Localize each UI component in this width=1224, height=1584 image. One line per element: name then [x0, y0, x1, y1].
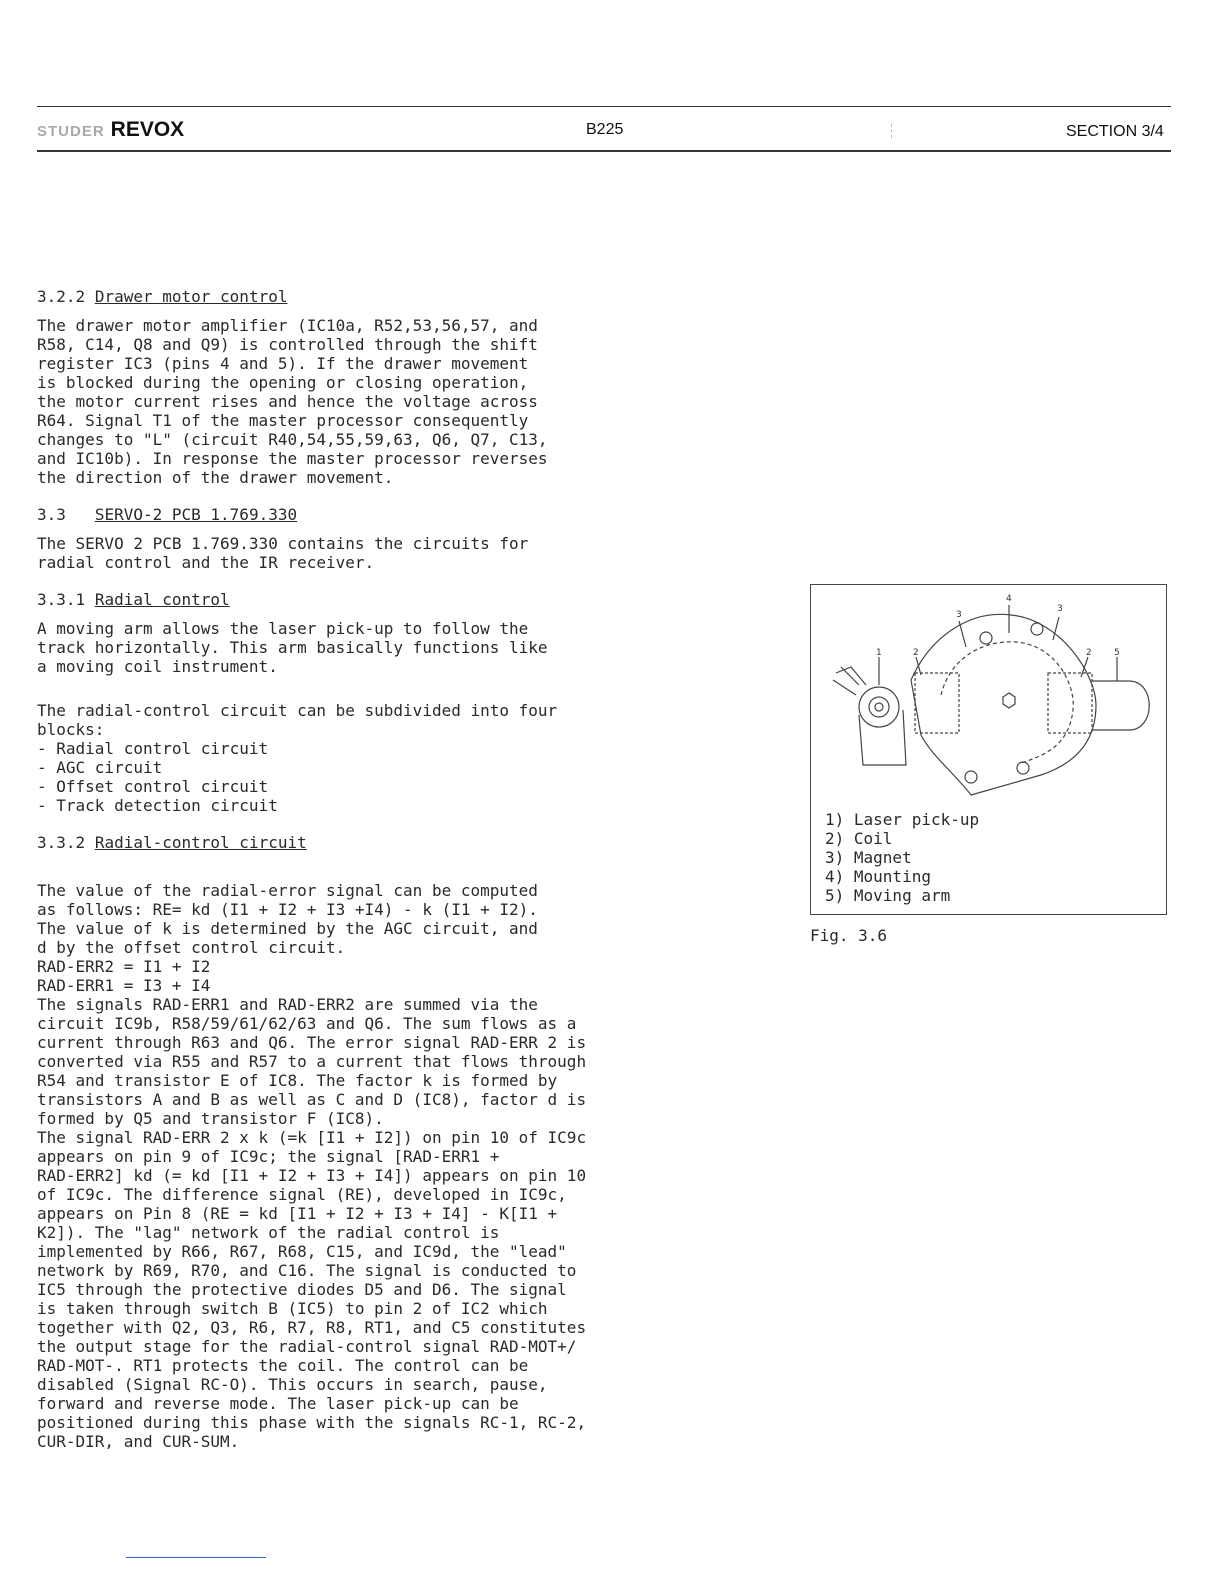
section-number: 3.2.2 [37, 287, 86, 306]
text-line: the output stage for the radial-control signal RAD-MOT+/ [37, 1337, 577, 1356]
text-line: current through R63 and Q6. The error signal RAD-ERR 2 is [37, 1033, 587, 1052]
text-line: RAD-ERR2 = I1 + I2 [37, 957, 211, 976]
text-line: The drawer motor amplifier (IC10a, R52,53,56,57, and [37, 316, 538, 335]
legend-item: 3) Magnet [825, 848, 912, 867]
heading-drawer-motor-control [37, 287, 287, 306]
text-line: the direction of the drawer movement. [37, 468, 394, 487]
text-line: RAD-ERR1 = I3 + I4 [37, 976, 211, 995]
paragraph-radial-circuit [37, 862, 586, 1470]
text-line: and IC10b). In response the master processor reverses [37, 449, 548, 468]
laser-pickup-lens [859, 687, 899, 727]
paragraph-drawer [37, 316, 548, 487]
callout-label: 3 [1057, 604, 1063, 614]
text-line: R64. Signal T1 of the master processor consequently [37, 411, 529, 430]
text-line: appears on Pin 8 (RE = kd [I1 + I2 + I3 + I4] - K[I1 + [37, 1204, 558, 1223]
studer-logo-text: STUDER [37, 123, 105, 140]
paragraph-radial-blocks [37, 701, 557, 815]
text-line: transistors A and B as well as C and D (IC8), factor d is [37, 1090, 587, 1109]
legend-item: 5) Moving arm [825, 886, 951, 905]
heading-servo-pcb [37, 505, 297, 524]
callout-label: 5 [1114, 648, 1120, 658]
pivot-hexagon [1003, 693, 1015, 708]
section-label: SECTION 3/4 [1066, 123, 1164, 140]
laser-pickup-cable [833, 667, 866, 695]
list-item: - Radial control circuit [37, 739, 269, 758]
text-line: The signals RAD-ERR1 and RAD-ERR2 are summed via the [37, 995, 538, 1014]
figure-box [810, 584, 1167, 915]
text-line: A moving arm allows the laser pick-up to follow the [37, 619, 529, 638]
text-line: The value of k is determined by the AGC circuit, and [37, 919, 538, 938]
text-line: appears on pin 9 of IC9c; the signal [RAD-ERR1 + [37, 1147, 500, 1166]
callout-label: 2 [913, 648, 919, 658]
text-line: K2]). The "lag" network of the radial control is [37, 1223, 500, 1242]
section-title: Drawer motor control [94, 287, 288, 306]
moving-arm-diagram [811, 585, 1166, 805]
heading-radial-control [37, 590, 230, 609]
header-top-rule [37, 106, 1171, 107]
text-line: is blocked during the opening or closing operation, [37, 373, 529, 392]
heading-radial-control-circuit [37, 833, 307, 852]
text-line: blocks: [37, 720, 105, 739]
header-tick-mark [891, 124, 893, 138]
text-line: register IC3 (pins 4 and 5). If the drawer movement [37, 354, 529, 373]
text-line: of IC9c. The difference signal (RE), developed in IC9c, [37, 1185, 567, 1204]
paragraph-radial [37, 619, 548, 676]
footer-link-line [126, 1557, 266, 1558]
legend-item: 4) Mounting [825, 867, 931, 886]
text-line: The value of the radial-error signal can be computed [37, 881, 538, 900]
callout-line [959, 621, 966, 647]
list-item: - Offset control circuit [37, 777, 269, 796]
section-title: SERVO-2 PCB 1.769.330 [94, 505, 298, 524]
text-line: forward and reverse mode. The laser pick-up can be [37, 1394, 519, 1413]
text-line: as follows: RE= kd (I1 + I2 + I3 +I4) - k (I1 + I2). [37, 900, 538, 919]
legend-item: 1) Laser pick-up [825, 810, 980, 829]
text-line: positioned during this phase with the signals RC-1, RC-2, [37, 1413, 587, 1432]
text-line: changes to "L" (circuit R40,54,55,59,63, Q6, Q7, C13, [37, 430, 548, 449]
section-number: 3.3 [37, 505, 66, 524]
text-line: d by the offset control circuit. [37, 938, 346, 957]
text-line: is taken through switch B (IC5) to pin 2 of IC2 which [37, 1299, 548, 1318]
mounting-hole [980, 632, 992, 644]
section-number: 3.3.2 [37, 833, 86, 852]
model-number: B225 [586, 121, 624, 138]
moving-arm-tab [1092, 681, 1149, 730]
text-line: implemented by R66, R67, R68, C15, and IC9d, the "lead" [37, 1242, 567, 1261]
mounting-hole [1017, 762, 1029, 774]
legend-item: 2) Coil [825, 829, 893, 848]
figure-caption: Fig. 3.6 [810, 926, 888, 945]
text-line: track horizontally. This arm basically functions like [37, 638, 548, 657]
revox-logo-text: REVOX [110, 118, 185, 141]
text-line: disabled (Signal RC-O). This occurs in search, pause, [37, 1375, 548, 1394]
text-line: circuit IC9b, R58/59/61/62/63 and Q6. The sum flows as a [37, 1014, 577, 1033]
section-number: 3.3.1 [37, 590, 86, 609]
text-line: R58, C14, Q8 and Q9) is controlled through the shift [37, 335, 538, 354]
text-line: RAD-ERR2] kd (= kd [I1 + I2 + I3 + I4]) appears on pin 10 [37, 1166, 587, 1185]
text-line: formed by Q5 and transistor F (IC8). [37, 1109, 384, 1128]
section-title: Radial-control circuit [94, 833, 307, 852]
mounting-hole [1031, 623, 1043, 635]
text-line: IC5 through the protective diodes D5 and D6. The signal [37, 1280, 567, 1299]
laser-pickup-lens-inner [869, 697, 889, 717]
text-line: network by R69, R70, and C16. The signal is conducted to [37, 1261, 577, 1280]
brand-logo [37, 118, 184, 142]
text-line: radial control and the IR receiver. [37, 553, 375, 572]
coil-left [915, 673, 959, 733]
text-line: the motor current rises and hence the voltage across [37, 392, 538, 411]
callout-label: 1 [876, 648, 882, 658]
callout-label: 4 [1006, 594, 1012, 604]
text-line: together with Q2, Q3, R6, R7, R8, RT1, and C5 constitutes [37, 1318, 587, 1337]
text-line: converted via R55 and R57 to a current that flows through [37, 1052, 587, 1071]
header-bottom-rule [37, 150, 1171, 152]
list-item: - AGC circuit [37, 758, 163, 777]
callout-label: 2 [1086, 648, 1092, 658]
section-title: Radial control [94, 590, 230, 609]
paragraph-servo [37, 534, 528, 572]
text-line: The signal RAD-ERR 2 x k (=k [I1 + I2]) on pin 10 of IC9c [37, 1128, 587, 1147]
text-line: The radial-control circuit can be subdivided into four [37, 701, 558, 720]
mounting-hole [965, 771, 977, 783]
figure-legend [825, 810, 979, 905]
text-line: R54 and transistor E of IC8. The factor k is formed by [37, 1071, 558, 1090]
callout-line [916, 657, 921, 675]
callout-label: 3 [956, 610, 962, 620]
laser-pickup-mount [859, 710, 906, 765]
arm-inner-outline [941, 642, 1073, 763]
text-line: a moving coil instrument. [37, 657, 278, 676]
text-line: RAD-MOT-. RT1 protects the coil. The control can be [37, 1356, 529, 1375]
text-line: The SERVO 2 PCB 1.769.330 contains the circuits for [37, 534, 529, 553]
list-item: - Track detection circuit [37, 796, 278, 815]
text-line: CUR-DIR, and CUR-SUM. [37, 1432, 240, 1451]
laser-pickup-lens-core [875, 703, 883, 711]
